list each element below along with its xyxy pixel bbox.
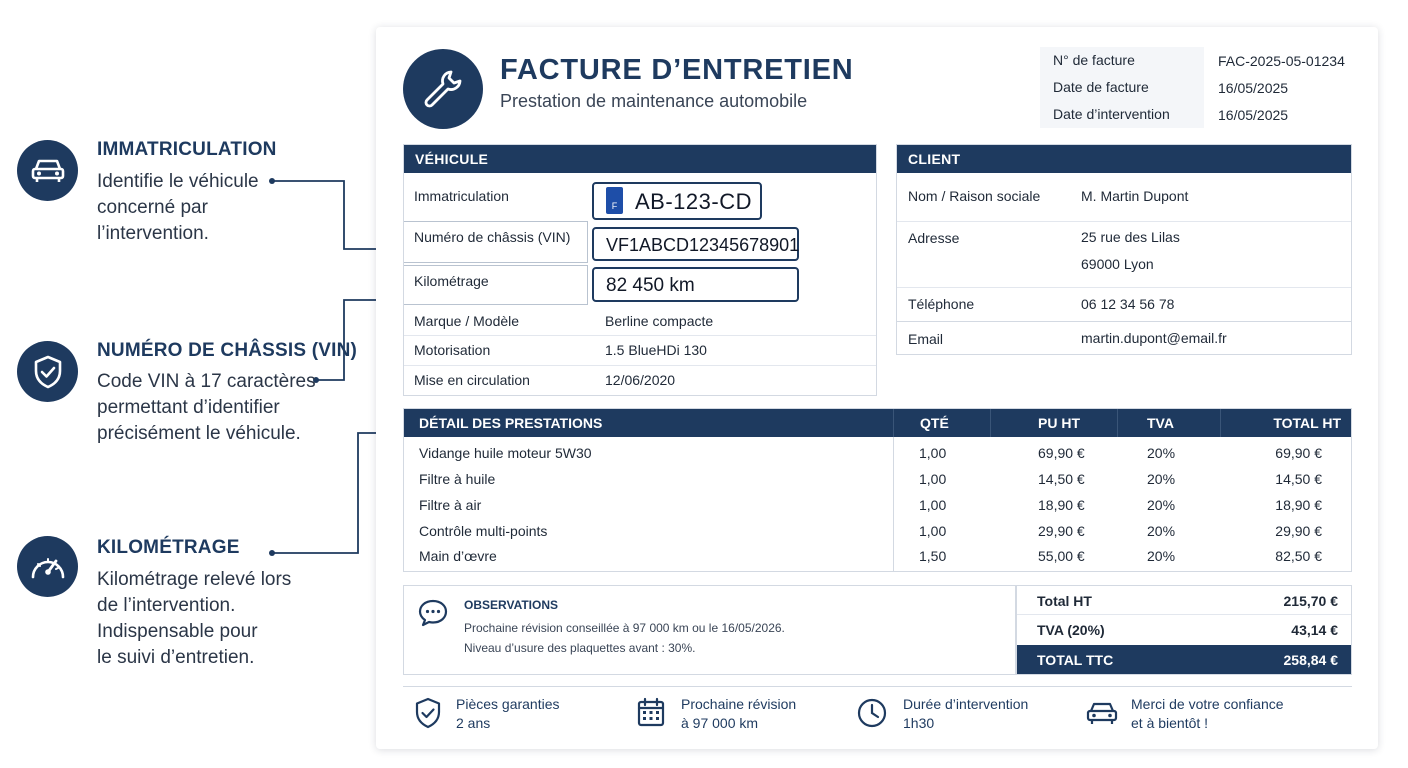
- table-row: Vidange huile moteur 5W30 1,00 69,90 € 20% 69,90 €: [419, 445, 1322, 461]
- client-heading: CLIENT: [897, 145, 1351, 173]
- table-row: Main d’œvre 1,50 55,00 € 20% 82,50 €: [419, 548, 1322, 564]
- observations-box: [403, 585, 1016, 675]
- invoice-subtitle: Prestation de maintenance automobile: [500, 91, 808, 111]
- mileage-row: Kilométrage: [404, 265, 588, 305]
- vehicle-heading: VÉHICULE: [404, 145, 876, 173]
- observations-title: OBSERVATIONS: [464, 598, 559, 612]
- annotation-text: Identifie le véhicule concerné par l’intervention.: [97, 171, 259, 244]
- table-header: DÉTAIL DES PRESTATIONS QTÉ PU HT TVA TOTAL HT: [404, 409, 1351, 437]
- speedometer-icon: [17, 536, 78, 597]
- intervention-date: 16/05/2025: [1218, 106, 1289, 123]
- shield-check-icon: [413, 697, 443, 736]
- wrench-icon: [403, 49, 483, 129]
- plate-row: Immatriculation F AB-123-CD: [404, 173, 876, 213]
- car-icon: [17, 140, 78, 201]
- meta-row: Date d’intervention 16/05/2025: [1040, 101, 1360, 128]
- vehicle-panel: [403, 144, 877, 396]
- annotation-title: IMMATRICULATION: [97, 139, 277, 160]
- calendar-icon: [636, 697, 666, 734]
- services-table: [403, 408, 1352, 572]
- invoice-number: FAC-2025-05-01234: [1218, 52, 1345, 69]
- vehicle-row: Mise en circulation 12/06/2020: [414, 372, 676, 388]
- total-ttc-row: TOTAL TTC 258,84 €: [1017, 645, 1351, 674]
- totals-box: [1016, 585, 1352, 675]
- client-address-line1: 25 rue des Lilas: [1081, 229, 1180, 245]
- table-row: Filtre à air 1,00 18,90 € 20% 18,90 €: [419, 497, 1322, 513]
- tva-row: TVA (20%) 43,14 €: [1037, 622, 1338, 638]
- vin-row: Numéro de châssis (VIN): [404, 221, 588, 263]
- invoice-title: FACTURE D’ENTRETIEN: [500, 54, 854, 86]
- license-plate: F AB-123-CD: [592, 182, 762, 220]
- vehicle-row: Motorisation 1.5 BlueHDi 130: [414, 342, 707, 358]
- total-ht-row: Total HT 215,70 €: [1017, 586, 1351, 615]
- invoice-date: 16/05/2025: [1218, 79, 1289, 96]
- observation-line: Niveau d’usure des plaquettes avant : 30%.: [464, 641, 696, 655]
- invoice-card: FACTURE D’ENTRETIEN Prestation de maintenance automobile N° de facture FAC-2025-05-01234 Date de facture 16/05/2025 Date d’intervention 16/05/2025 VÉHICULE Immatriculation F AB-123-CD Numéro de châssis (VIN) VF1ABCD12345678901 Kilométrage 82 450 km Marque / Modèle Berline compacte Motorisation 1.5 BlueHDi 130 Mise en circulation 12/06/2020 CLIENT Nom / Raison sociale M. Martin Dupont Adresse 25 rue des Lilas 69000 Lyon Téléphone 06 12 34 56 78 Email martin.dupont@email.fr DÉTAIL DES PRESTATIONS QTÉ PU HT TVA TOTAL HT Vidange huile moteur 5W30 1,00 69,90 € 20% 69,90 € Filtre à huile 1,00 14,50 € 20% 14,50 € Filtre à air 1,00 18,90 € 20% 18,90 € Contrôle multi-points 1,00 29,90 € 20% 29,90 € Main d’œvre 1,50 55,00 € 20% 82,50 € OBSERVATIONS Prochaine révision conseillée à 97 000 km ou le 16/05/2026. Niveau d’usure des plaquettes avant : 30%. Total HT 215,70 € TVA (20%) 43,14 € TOTAL TTC 258,84 € Pièces garanties 2 ans Prochaine révision à 97 000 km Durée d’intervention 1h30 Merci de votre confiance et à bientôt !: [376, 27, 1378, 749]
- annotation-title: KILOMÉTRAGE: [97, 537, 240, 558]
- client-phone: 06 12 34 56 78: [1081, 296, 1175, 312]
- vin-field: VF1ABCD12345678901: [592, 227, 799, 261]
- table-row: Contrôle multi-points 1,00 29,90 € 20% 29,90 €: [419, 523, 1322, 539]
- vehicle-row: Marque / Modèle Berline compacte: [414, 313, 714, 329]
- client-row: Adresse 25 rue des Lilas 69000 Lyon: [897, 222, 1351, 288]
- meta-row: N° de facture FAC-2025-05-01234: [1040, 47, 1360, 74]
- meta-row: Date de facture 16/05/2025: [1040, 74, 1360, 101]
- client-panel: [896, 144, 1352, 355]
- annotation-text: Code VIN à 17 caractères permettant d’identifier précisément le véhicule.: [97, 371, 316, 444]
- clock-icon: [856, 697, 888, 734]
- chat-icon: [417, 598, 449, 633]
- client-email: martin.dupont@email.fr: [1081, 330, 1227, 346]
- client-row: Nom / Raison sociale M. Martin Dupont: [897, 173, 1351, 222]
- client-address-line2: 69000 Lyon: [1081, 256, 1154, 272]
- eu-flag-icon: F: [606, 187, 623, 214]
- observation-line: Prochaine révision conseillée à 97 000 km ou le 16/05/2026.: [464, 621, 785, 635]
- invoice-meta: [1040, 47, 1360, 128]
- client-row: Téléphone 06 12 34 56 78: [897, 288, 1351, 322]
- car-icon: [1085, 699, 1119, 734]
- annotation-text: Kilométrage relevé lors de l’intervention. Indispensable pour le suivi d’entretien.: [97, 569, 292, 668]
- client-row: Email martin.dupont@email.fr: [897, 322, 1351, 355]
- table-row: Filtre à huile 1,00 14,50 € 20% 14,50 €: [419, 471, 1322, 487]
- mileage-field: 82 450 km: [592, 267, 799, 302]
- annotation-title: NUMÉRO DE CHÂSSIS (VIN): [97, 340, 358, 361]
- shield-check-icon: [17, 341, 78, 402]
- client-name: M. Martin Dupont: [1081, 188, 1189, 204]
- footer-divider: [403, 686, 1352, 687]
